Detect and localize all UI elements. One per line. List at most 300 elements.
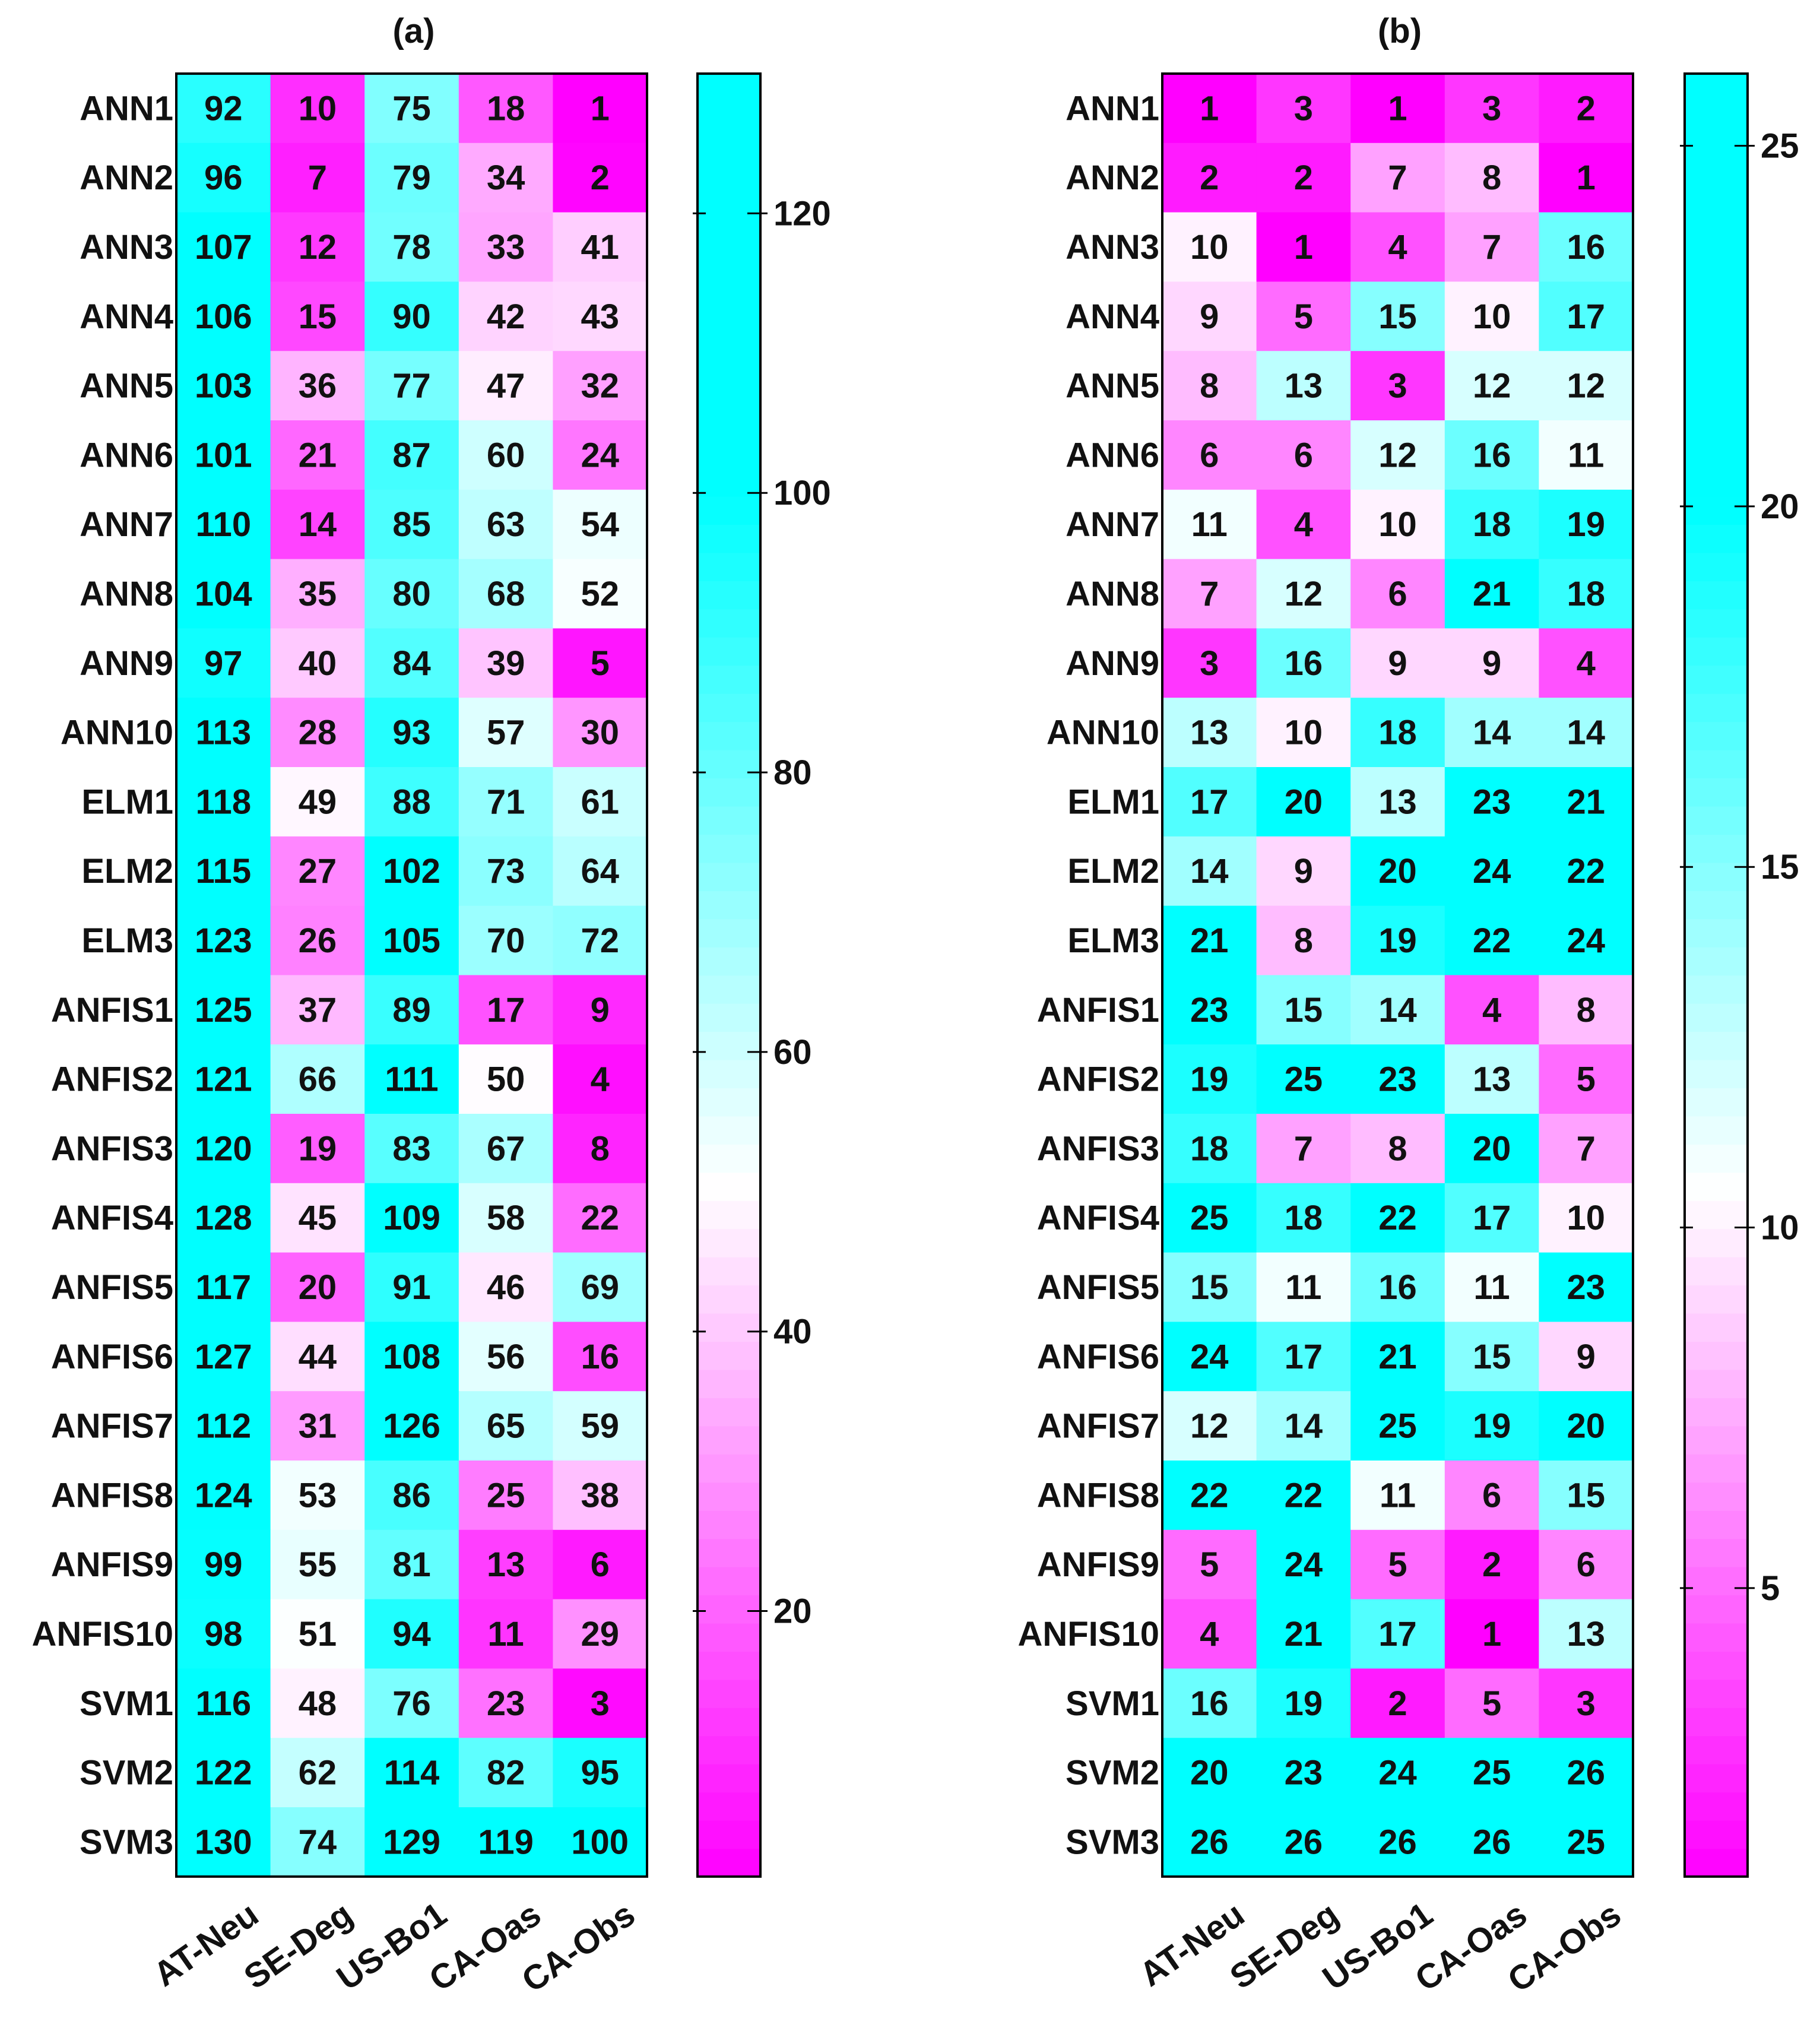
cell-value-label: 18	[1190, 1129, 1229, 1168]
cell-value-label: 16	[1567, 228, 1605, 267]
cell-value-label: 24	[1190, 1337, 1229, 1376]
colorbar-tick-label: 25	[1761, 126, 1799, 166]
cell-value-label: 97	[204, 644, 243, 683]
cell-value-label: 13	[1378, 783, 1417, 822]
cell-value-label: 43	[581, 297, 619, 336]
colorbar-segment	[1685, 384, 1748, 412]
cell-value-label: 21	[1567, 783, 1605, 822]
cell-value-label: 103	[194, 366, 252, 406]
cell-value-label: 82	[486, 1753, 525, 1792]
colorbar-segment	[1685, 186, 1748, 215]
colorbar-segment	[1685, 1144, 1748, 1173]
colorbar-segment	[697, 299, 760, 328]
cell-value-label: 22	[1472, 921, 1511, 960]
cell-value-label: 50	[486, 1060, 525, 1099]
cell-value-label: 75	[392, 89, 431, 128]
colorbar-segment	[1685, 1088, 1748, 1116]
cell-value-label: 120	[194, 1129, 252, 1168]
cell-value-label: 12	[1472, 366, 1511, 406]
row-label: ANN1	[1066, 89, 1159, 128]
colorbar-segment	[1685, 1341, 1748, 1370]
colorbar-segment	[697, 693, 760, 722]
colorbar-segment	[1685, 1736, 1748, 1764]
colorbar-segment	[1685, 1257, 1748, 1285]
cell-value-label: 6	[1388, 575, 1407, 613]
cell-value-label: 15	[1378, 297, 1417, 336]
cell-value-label: 39	[486, 644, 525, 683]
colorbar-segment	[1685, 327, 1748, 356]
colorbar-segment	[1685, 1426, 1748, 1455]
cell-value-label: 92	[204, 89, 243, 128]
cell-value-label: 23	[1472, 783, 1511, 822]
colorbar-segment	[1685, 947, 1748, 975]
cell-value-label: 5	[1388, 1545, 1407, 1585]
cell-value-label: 83	[392, 1129, 431, 1168]
cell-value-label: 3	[590, 1684, 610, 1723]
row-label: ANN8	[1066, 575, 1159, 613]
colorbar-segment	[697, 271, 760, 299]
cell-value-label: 118	[195, 783, 252, 822]
cell-value-label: 18	[486, 89, 525, 128]
cell-value-label: 25	[1190, 1199, 1229, 1238]
cell-value-label: 7	[1200, 575, 1219, 613]
cell-value-label: 18	[1567, 575, 1605, 613]
cell-value-label: 119	[478, 1823, 534, 1862]
colorbar-segment	[1685, 665, 1748, 693]
column-label: CA-Oas	[422, 1895, 548, 1999]
cell-value-label: 67	[486, 1129, 525, 1168]
cell-value-label: 40	[298, 644, 337, 683]
cell-value-label: 4	[590, 1060, 610, 1099]
cell-value-label: 1	[1388, 89, 1407, 128]
cell-value-label: 41	[581, 228, 619, 267]
cell-value-label: 7	[307, 159, 328, 198]
cell-value-label: 23	[1378, 1060, 1417, 1099]
cell-value-label: 114	[383, 1753, 440, 1792]
colorbar-segment	[697, 243, 760, 271]
colorbar-segment	[1685, 637, 1748, 666]
cell-value-label: 16	[1472, 436, 1511, 475]
colorbar-segment	[1685, 1370, 1748, 1398]
heatmap-panel-a	[31, 12, 830, 2000]
cell-value-label: 116	[195, 1684, 252, 1723]
row-label: ANFIS3	[50, 1129, 173, 1168]
colorbar-segment	[1685, 1680, 1748, 1708]
cell-value-label: 19	[1567, 505, 1605, 544]
cell-value-label: 34	[486, 159, 525, 198]
column-label: US-Bo1	[329, 1895, 454, 1998]
cell-value-label: 93	[392, 713, 431, 752]
cell-value-label: 59	[581, 1406, 619, 1446]
cell-value-label: 4	[1388, 228, 1407, 267]
cell-value-label: 125	[194, 990, 252, 1029]
cell-value-label: 2	[1482, 1545, 1502, 1585]
colorbar-segment	[697, 496, 760, 525]
cell-value-label: 24	[1567, 921, 1605, 960]
cell-value-label: 73	[486, 852, 525, 891]
cell-value-label: 16	[1284, 644, 1323, 683]
row-label: ANN6	[80, 436, 173, 475]
cell-value-label: 7	[1576, 1129, 1596, 1168]
colorbar-segment	[1685, 1454, 1748, 1482]
cell-value-label: 10	[1190, 228, 1229, 267]
cell-value-label: 123	[194, 921, 252, 960]
colorbar-segment	[697, 1820, 760, 1849]
row-label: ANFIS9	[50, 1545, 173, 1585]
cell-value-label: 13	[1284, 366, 1323, 406]
cell-value-label: 128	[194, 1199, 252, 1238]
cell-value-label: 68	[486, 575, 525, 613]
colorbar-segment	[1685, 1482, 1748, 1511]
colorbar-segment	[1685, 1031, 1748, 1060]
colorbar-segment	[1685, 243, 1748, 271]
cell-value-label: 29	[581, 1615, 619, 1653]
cell-value-label: 17	[1284, 1337, 1323, 1376]
colorbar-segment	[1685, 778, 1748, 806]
cell-value-label: 25	[1472, 1753, 1511, 1792]
row-label: ANFIS5	[50, 1268, 173, 1307]
colorbar-segment	[1685, 891, 1748, 919]
cell-value-label: 42	[486, 297, 525, 336]
row-label: ANN3	[1066, 228, 1159, 267]
cell-value-label: 14	[298, 505, 337, 544]
cell-value-label: 1	[1482, 1615, 1502, 1653]
cell-value-label: 25	[1378, 1406, 1417, 1446]
colorbar-segment	[697, 1482, 760, 1511]
cell-value-label: 6	[1576, 1545, 1596, 1585]
cell-value-label: 11	[1568, 436, 1605, 475]
row-label: ANFIS3	[1036, 1129, 1159, 1168]
colorbar-segment	[697, 1848, 760, 1877]
column-label: AT-Neu	[146, 1895, 266, 1994]
cell-value-label: 11	[487, 1615, 524, 1653]
row-label: ANN4	[1066, 297, 1159, 336]
cell-value-label: 24	[1472, 852, 1511, 891]
colorbar-segment	[1685, 356, 1748, 384]
cell-value-label: 62	[298, 1753, 337, 1792]
cell-value-label: 124	[194, 1476, 252, 1515]
cell-value-label: 9	[1576, 1337, 1596, 1376]
cell-value-label: 30	[581, 713, 619, 752]
colorbar-segment	[697, 1088, 760, 1116]
row-label: ANN5	[80, 366, 173, 406]
row-label: ANFIS8	[50, 1476, 173, 1515]
cell-value-label: 94	[392, 1615, 431, 1653]
cell-value-label: 25	[486, 1476, 525, 1515]
cell-value-label: 10	[1284, 713, 1323, 752]
colorbar-segment	[697, 411, 760, 440]
colorbar-segment	[697, 1538, 760, 1567]
cell-value-label: 130	[194, 1823, 252, 1862]
colorbar-tick-label: 40	[773, 1312, 812, 1351]
cell-value-label: 33	[486, 228, 525, 267]
cell-value-label: 95	[581, 1753, 619, 1792]
cell-value-label: 85	[392, 505, 431, 544]
row-label: ANFIS4	[50, 1199, 173, 1238]
colorbar-segment	[697, 1454, 760, 1482]
row-label: ANN7	[1066, 505, 1159, 544]
colorbar-segment	[1685, 834, 1748, 863]
colorbar-segment	[697, 1313, 760, 1342]
cell-value-label: 84	[392, 644, 431, 683]
cell-value-label: 24	[1284, 1545, 1323, 1585]
cell-value-label: 15	[1190, 1268, 1229, 1307]
colorbar-segment	[697, 1060, 760, 1088]
cell-value-label: 13	[1472, 1060, 1511, 1099]
cell-value-label: 3	[1293, 89, 1314, 128]
colorbar-segment	[1685, 1707, 1748, 1736]
colorbar-segment	[1685, 1398, 1748, 1426]
cell-value-label: 26	[1190, 1823, 1229, 1862]
panel-title-a: (a)	[392, 12, 435, 50]
colorbar-segment	[697, 1792, 760, 1820]
cell-value-label: 4	[1576, 644, 1596, 683]
cell-value-label: 11	[1285, 1268, 1322, 1307]
cell-value-label: 14	[1284, 1406, 1323, 1446]
colorbar-segment	[1685, 581, 1748, 609]
cell-value-label: 63	[486, 505, 525, 544]
colorbar-segment	[697, 721, 760, 750]
colorbar-segment	[1685, 806, 1748, 835]
colorbar-segment	[1685, 496, 1748, 525]
cell-value-label: 37	[298, 990, 337, 1029]
colorbar-segment	[1685, 1567, 1748, 1595]
cell-value-label: 100	[571, 1823, 629, 1862]
cell-value-label: 121	[194, 1060, 252, 1099]
colorbar-segment	[1685, 553, 1748, 581]
cell-value-label: 23	[1190, 990, 1229, 1029]
cell-value-label: 126	[383, 1406, 440, 1446]
cell-value-label: 6	[590, 1545, 610, 1585]
row-label: ANFIS2	[50, 1060, 173, 1099]
cell-value-label: 14	[1190, 852, 1229, 891]
cell-value-label: 115	[195, 852, 252, 891]
colorbar-segment	[697, 186, 760, 215]
colorbar-segment	[697, 524, 760, 553]
cell-value-label: 5	[1200, 1545, 1219, 1585]
cell-value-label: 3	[1576, 1684, 1596, 1723]
colorbar-tick-label: 100	[773, 474, 831, 513]
cell-value-label: 104	[194, 575, 252, 613]
row-label: ANFIS8	[1036, 1476, 1159, 1515]
cell-value-label: 21	[1472, 575, 1511, 613]
cell-value-label: 47	[486, 366, 525, 406]
colorbar-segment	[1685, 609, 1748, 638]
row-label: ANN2	[1066, 159, 1159, 198]
cell-value-label: 12	[1378, 436, 1417, 475]
colorbar-segment	[1685, 721, 1748, 750]
cell-value-label: 56	[486, 1337, 525, 1376]
cell-value-label: 66	[298, 1060, 337, 1099]
colorbar-segment	[697, 1370, 760, 1398]
colorbar-segment	[1685, 1764, 1748, 1792]
cell-value-label: 31	[298, 1406, 337, 1446]
cell-value-label: 17	[1472, 1199, 1511, 1238]
cell-value-label: 5	[1482, 1684, 1502, 1723]
cell-value-label: 110	[195, 505, 252, 544]
cell-value-label: 19	[1284, 1684, 1323, 1723]
column-label: CA-Oas	[1408, 1895, 1534, 1999]
heatmap-panel-b	[1017, 12, 1799, 2000]
cell-value-label: 9	[1388, 644, 1407, 683]
colorbar-segment	[697, 1736, 760, 1764]
colorbar-segment	[697, 581, 760, 609]
row-label: SVM3	[80, 1823, 173, 1862]
cell-value-label: 20	[298, 1268, 337, 1307]
cell-value-label: 20	[1472, 1129, 1511, 1168]
cell-value-label: 14	[1378, 990, 1417, 1029]
colorbar-segment	[697, 1764, 760, 1792]
colorbar-segment	[697, 1567, 760, 1595]
cell-value-label: 20	[1190, 1753, 1229, 1792]
row-label: ELM1	[81, 783, 173, 822]
cell-value-label: 65	[486, 1406, 525, 1446]
cell-value-label: 28	[298, 713, 337, 752]
colorbar-segment	[697, 214, 760, 243]
colorbar-segment	[1685, 693, 1748, 722]
cell-value-label: 117	[195, 1268, 252, 1307]
cell-value-label: 108	[383, 1337, 440, 1376]
colorbar-tick-label: 5	[1761, 1569, 1780, 1608]
cell-value-label: 21	[298, 436, 337, 475]
colorbar-tick-label: 20	[773, 1592, 812, 1631]
cell-value-label: 27	[298, 852, 337, 891]
cell-value-label: 12	[1567, 366, 1605, 406]
cell-value-label: 111	[385, 1060, 439, 1099]
cell-value-label: 3	[1482, 89, 1502, 128]
colorbar-segment	[697, 1426, 760, 1455]
cell-value-label: 18	[1378, 713, 1417, 752]
cell-value-label: 19	[1378, 921, 1417, 960]
row-label: ELM2	[1067, 852, 1159, 891]
row-label: ANFIS7	[1036, 1406, 1159, 1446]
colorbar-segment	[697, 1257, 760, 1285]
cell-value-label: 13	[1567, 1615, 1605, 1653]
cell-value-label: 81	[392, 1545, 431, 1585]
colorbar-tick-label: 20	[1761, 487, 1799, 526]
cell-value-label: 2	[1293, 159, 1314, 198]
cell-value-label: 52	[581, 575, 619, 613]
cell-value-label: 106	[194, 297, 252, 336]
cell-value-label: 23	[1284, 1753, 1323, 1792]
colorbar-segment	[1685, 1595, 1748, 1623]
colorbar-segment	[697, 1003, 760, 1032]
row-label: ANFIS4	[1036, 1199, 1159, 1238]
row-label: SVM1	[80, 1684, 173, 1723]
cell-value-label: 19	[1190, 1060, 1229, 1099]
colorbar-tick-label: 120	[773, 194, 831, 233]
colorbar-segment	[697, 778, 760, 806]
column-label: AT-Neu	[1132, 1895, 1252, 1994]
cell-value-label: 21	[1378, 1337, 1417, 1376]
colorbar-segment	[1685, 1848, 1748, 1877]
colorbar-segment	[1685, 1285, 1748, 1313]
cell-value-label: 48	[298, 1684, 337, 1723]
cell-value-label: 22	[1284, 1476, 1323, 1515]
cell-value-label: 26	[1284, 1823, 1323, 1862]
cell-value-label: 1	[1200, 89, 1219, 128]
cell-value-label: 8	[1388, 1129, 1407, 1168]
colorbar-segment	[697, 1285, 760, 1313]
cell-value-label: 16	[1378, 1268, 1417, 1307]
cell-value-label: 61	[581, 783, 619, 822]
cell-value-label: 14	[1567, 713, 1605, 752]
cell-value-label: 51	[298, 1615, 337, 1653]
row-label: SVM2	[80, 1753, 173, 1792]
cell-value-label: 1	[590, 89, 610, 128]
cell-value-label: 38	[581, 1476, 619, 1515]
row-label: ELM2	[81, 852, 173, 891]
cell-value-label: 129	[383, 1823, 440, 1862]
cell-value-label: 89	[392, 990, 431, 1029]
cell-value-label: 12	[1284, 575, 1323, 613]
cell-value-label: 18	[1284, 1199, 1323, 1238]
cell-value-label: 109	[383, 1199, 440, 1238]
cell-value-label: 79	[392, 159, 431, 198]
cell-value-label: 4	[1482, 990, 1502, 1029]
row-label: ANFIS10	[1017, 1615, 1159, 1653]
cell-value-label: 8	[1576, 990, 1596, 1029]
cell-value-label: 96	[204, 159, 243, 198]
row-label: ANFIS6	[50, 1337, 173, 1376]
colorbar-segment	[697, 919, 760, 948]
row-label: SVM2	[1066, 1753, 1159, 1792]
cell-value-label: 101	[194, 436, 252, 475]
cell-value-label: 15	[1567, 1476, 1605, 1515]
cell-value-label: 17	[486, 990, 525, 1029]
colorbar-segment	[697, 102, 760, 130]
colorbar-segment	[697, 609, 760, 638]
colorbar-segment	[1685, 1510, 1748, 1539]
cell-value-label: 6	[1482, 1476, 1502, 1515]
cell-value-label: 21	[1284, 1615, 1323, 1653]
colorbar-segment	[697, 327, 760, 356]
cell-value-label: 112	[195, 1406, 252, 1446]
cell-value-label: 22	[1378, 1199, 1417, 1238]
cell-value-label: 17	[1567, 297, 1605, 336]
column-label: CA-Obs	[1501, 1895, 1628, 2000]
row-label: ANFIS5	[1036, 1268, 1159, 1307]
colorbar-segment	[697, 1031, 760, 1060]
cell-value-label: 10	[1378, 505, 1417, 544]
cell-value-label: 49	[298, 783, 337, 822]
colorbar-segment	[697, 637, 760, 666]
cell-value-label: 64	[581, 852, 619, 891]
colorbar-segment	[697, 891, 760, 919]
cell-value-label: 14	[1472, 713, 1511, 752]
cell-value-label: 8	[590, 1129, 610, 1168]
row-label: SVM3	[1066, 1823, 1159, 1862]
cell-value-label: 11	[1473, 1268, 1510, 1307]
cell-value-label: 17	[1190, 783, 1229, 822]
cell-value-label: 54	[581, 505, 619, 544]
colorbar-segment	[697, 1595, 760, 1623]
colorbar-segment	[697, 1398, 760, 1426]
colorbar-segment	[1685, 919, 1748, 948]
colorbar-segment	[697, 806, 760, 835]
cell-value-label: 102	[383, 852, 440, 891]
cell-value-label: 22	[581, 1199, 619, 1238]
cell-value-label: 9	[590, 990, 610, 1029]
cell-value-label: 26	[1472, 1823, 1511, 1862]
row-label: ANN9	[1066, 644, 1159, 683]
colorbar-segment	[1685, 1792, 1748, 1820]
colorbar-segment	[1685, 1173, 1748, 1201]
cell-value-label: 5	[1293, 297, 1314, 336]
colorbar-segment	[1685, 1200, 1748, 1229]
cell-value-label: 4	[1293, 505, 1314, 544]
cell-value-label: 2	[1388, 1684, 1407, 1723]
